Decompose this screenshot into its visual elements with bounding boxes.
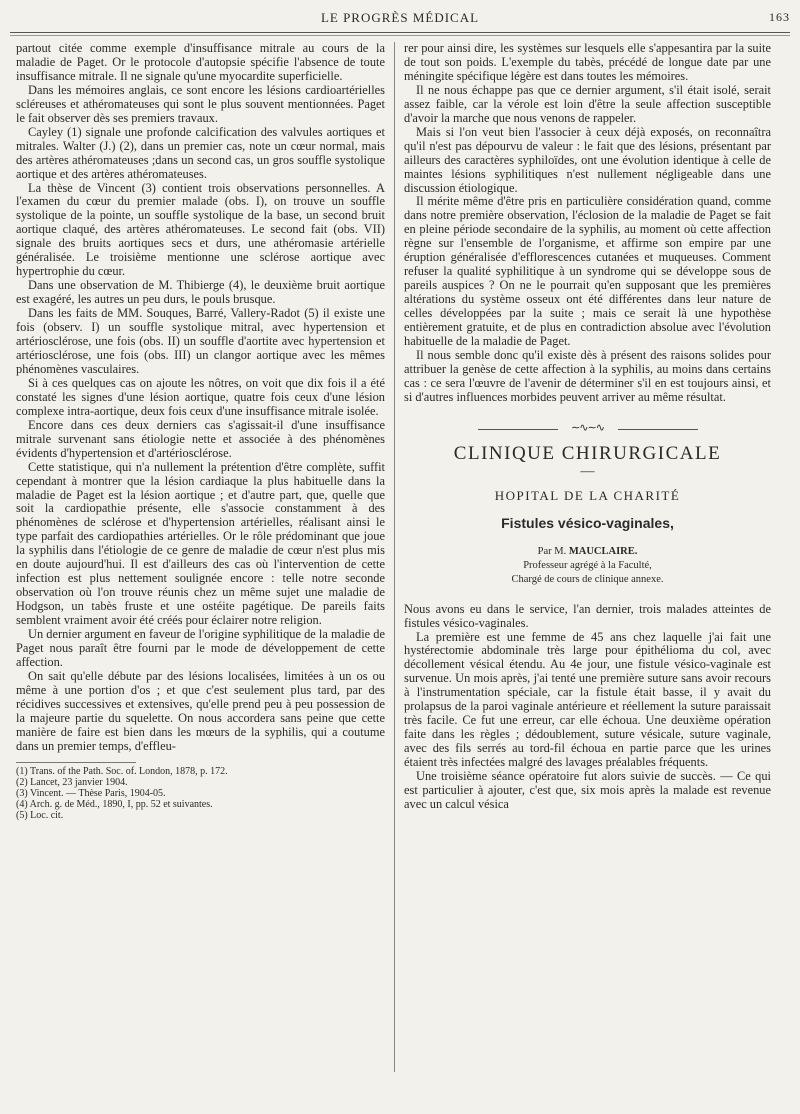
paragraph: Dans les mémoires anglais, ce sont encore les lésions cardioartérielles scléreuses et athéromateuses qui sont le plus souvent mentionnées. Paget le fait observer dès ses premiers travaux. [16, 82, 385, 125]
left-column [16, 42, 385, 822]
page-number: 163 [769, 10, 790, 24]
paragraph: La thèse de Vincent (3) contient trois observations personnelles. A l'examen du cœur du premier malade (obs. I), on trouve un souffle systolique de la pointe, un souffle systolique de la base, un second bruit aortique claqué, des artères athéromateuses. Le second fait (obs. VII) signale des bruits aortiques secs et durs, une athéromasie artérielle généralisée. Le troisième mentionne une sclérose aortique avec hypertrophie du cœur. [16, 180, 385, 279]
paragraph: Un dernier argument en faveur de l'origine syphilitique de la maladie de Paget nous paraît être fourni par le mode de développement de cette affection. [16, 627, 385, 669]
footnote: (3) Vincent. — Thèse Paris, 1904-05. [16, 788, 166, 800]
footnote: (5) Loc. cit. [16, 810, 64, 822]
paragraph: Encore dans ces deux derniers cas s'agissait-il d'une insuffisance mitrale survenant sans étiologie nette et associée à des phénomènes évidents d'hypertension et d'artériosclérose. [16, 417, 385, 460]
hospital-name: HOPITAL DE LA CHARITÉ [494, 487, 681, 503]
footnote: (1) Trans. of the Path. Soc. of. London, 1878, p. 172. [16, 765, 228, 777]
running-header [0, 8, 800, 28]
paragraph: Il ne nous échappe pas que ce dernier argument, s'il était isolé, serait assez faible, car la vérole est loin d'être la seule affection susceptible d'avoir la marche que nous venons de rappeler. [404, 82, 771, 125]
footnote: (2) Lancet, 23 janvier 1904. [16, 776, 128, 788]
ornament-line-left [478, 429, 558, 430]
author-role: Chargé de cours de clinique annexe. [511, 573, 664, 585]
byline [404, 545, 771, 587]
ornament-flourish: ∼∿∼∿ [571, 420, 604, 434]
by-label: Par M. [537, 545, 567, 557]
paragraph: partout citée comme exemple d'insuffisance mitrale au cours de la maladie de Paget. Or le protocole d'autopsie spécifie l'absence de toute insuffisance mitrale. Il ne signale qu'une myocardite superficielle. [16, 41, 385, 83]
column-divider [394, 42, 395, 1072]
paragraph: Dans les faits de MM. Souques, Barré, Vallery-Radot (5) il existe une fois (observ. I) un souffle systolique mitral, avec hypertension et artériosclérose, une fois (obs. II) un souffle d'aortite avec hypertension et artériosclérose, une fois (obs. III) un clangor aortique avec les mêmes phénomènes vasculaires. [16, 306, 385, 376]
header-rule [10, 32, 790, 33]
ornament-line-right [618, 429, 698, 430]
footnote: (4) Arch. g. de Méd., 1890, I, pp. 52 et suivantes. [16, 799, 213, 811]
author-role: Professeur agrégé à la Faculté, [523, 559, 652, 571]
article-title: Fistules vésico-vaginales, [501, 514, 674, 531]
paragraph: Si à ces quelques cas on ajoute les nôtres, on voit que dix fois il a été constaté les signes d'une lésion aortique, quatre fois ceux d'une lésion complexe intra-aortique, deux fois ceux d'une insuffisance mitrale isolée. [16, 375, 385, 418]
paragraph: Mais si l'on veut bien l'associer à ceux déjà exposés, on reconnaîtra qu'il n'est pas dépourvu de valeur : le fait que des lésions, présentant par ailleurs des caractères syphiloïdes, ont une évolution identique à celle de maintes lésions syphilitiques n'est nullement négligeable dans une discussion étiologique. [404, 124, 771, 195]
paragraph: Cayley (1) signale une profonde calcification des valvules aortiques et mitrales. Walter (J.) (2), dans un premier cas, note un cœur normal, mais des artères athéromateuses ;dans un second cas, un gros souffle systolique aortique et des artères athéromateuses. [16, 124, 385, 181]
paragraph: Il nous semble donc qu'il existe dès à présent des raisons solides pour attribuer la genèse de cette affection à la syphilis, au moins dans certains cas : ce sera l'œuvre de l'avenir de déterminer s'il en est toujours ainsi, et si d'autres influences morbides peuvent arriver au même résultat. [404, 347, 771, 404]
journal-title: LE PROGRÈS MÉDICAL [320, 10, 480, 25]
right-column [404, 42, 771, 812]
author-line [404, 545, 771, 559]
paragraph: Une troisième séance opératoire fut alors suivie de succès. — Ce qui est particulier à ajouter, c'est que, six mois après la malade est revenue avec un calcul vésica [404, 769, 771, 811]
paragraph: Il mérite même d'être pris en particulière considération quand, comme dans notre première observation, l'éclosion de la maladie de Paget se fait en pleine période secondaire de la syphilis, au moment où cette affection règne sur l'ensemble de l'organisme, et affirme son empire par une éruption généralisée d'efflorescences cutanées et muqueuses. Comment refuser la qualité syphilitique à un syndrome qui se développe sous de pareils auspices ? On ne le pourrait qu'en supposant que les premières altérations du système osseux ont été différentes dans leur nature de celles développées par la suite ; mais ce serait là une hypothèse entièrement gratuite, et de plus en contradiction absolue avec l'évolution habituelle de la maladie de Paget. [404, 194, 771, 349]
paragraph: On sait qu'elle débute par des lésions localisées, limitées à un os ou même à une portion d'os ; et que c'est seulement plus tard, par des récidives successives et extensives, qu'elle prend peu à peu possession de la majeure partie du squelette. On nous accordera sans peine que cette manière de faire est bien dans les mœurs de la syphilis, qui a coutume dans un premier temps, d'effleu- [16, 668, 385, 753]
paragraph: Dans une observation de M. Thibierge (4), le deuxième bruit aortique est exagéré, les autres un peu durs, le pouls brusque. [16, 278, 385, 307]
footnote-rule [16, 762, 136, 763]
paragraph: Cette statistique, qui n'a nullement la prétention d'être complète, suffit cependant à montrer que la lésion cardiaque la plus habituelle dans la maladie de Paget est la lésion aortique ; et d'autre part, que, quelle que soit la cardiopathie présente, elle s'associe constamment à des phénomènes de sclérose et d'hypertension artérielles, réalisant ainsi le type parfait des cardiopathies artérielles. Or le rôle prédominant que joue la syphilis dans l'étiologie de ce genre de maladie de cœur n'est plus mis en doute aujourd'hui. Il est d'ailleurs des cas où l'intervention de cette infection est plus nettement soulignée encore : telle notre seconde observation où l'on trouve réunis chez un même sujet une maladie de Hodgson, un tabès fruste et une ostéite pagétique. De pareils faits semblent vraiment avoir été créés pour éclairer notre religion. [16, 459, 385, 628]
section-title: CLINIQUE CHIRURGICALE [453, 442, 722, 464]
footnotes [16, 766, 385, 822]
author-name: MAUCLAIRE. [568, 545, 638, 557]
paragraph: rer pour ainsi dire, les systèmes sur lesquels elle s'appesantira par la suite de tout son poids. L'exemple du tabès, précédé de longue date par une méningite spécifique légère est dans toutes les mémoires. [404, 41, 771, 83]
paragraph: La première est une femme de 45 ans chez laquelle j'ai fait une hystérectomie abdominale très large pour épithélioma du col, avec décollement vésical étendu. Au 4e jour, une fistule vésico-vaginale est survenue. Un mois après, j'ai tenté une première suture sans avoir recours à l'instrumentation spéciale, car la fistule était basse, il y avait du prolapsus de la paroi vaginale antérieure et réellement la suture paraissait très facile. Ce fut une erreur, car elle échoua. Une deuxième opération faite dans les règles ; dédoublement, suture vésicale, suture vaginale, avec des fils serrés au tord-fil échoua en partie parce que les urines étaient très infectées malgré des lavages préalables fréquents. [404, 629, 771, 770]
header-rule-secondary [10, 35, 790, 36]
paragraph: Nous avons eu dans le service, l'an dernier, trois malades atteintes de fistules vésico-vaginales. [404, 601, 771, 630]
section-ornament [478, 420, 698, 435]
section-dash: — [580, 463, 595, 479]
